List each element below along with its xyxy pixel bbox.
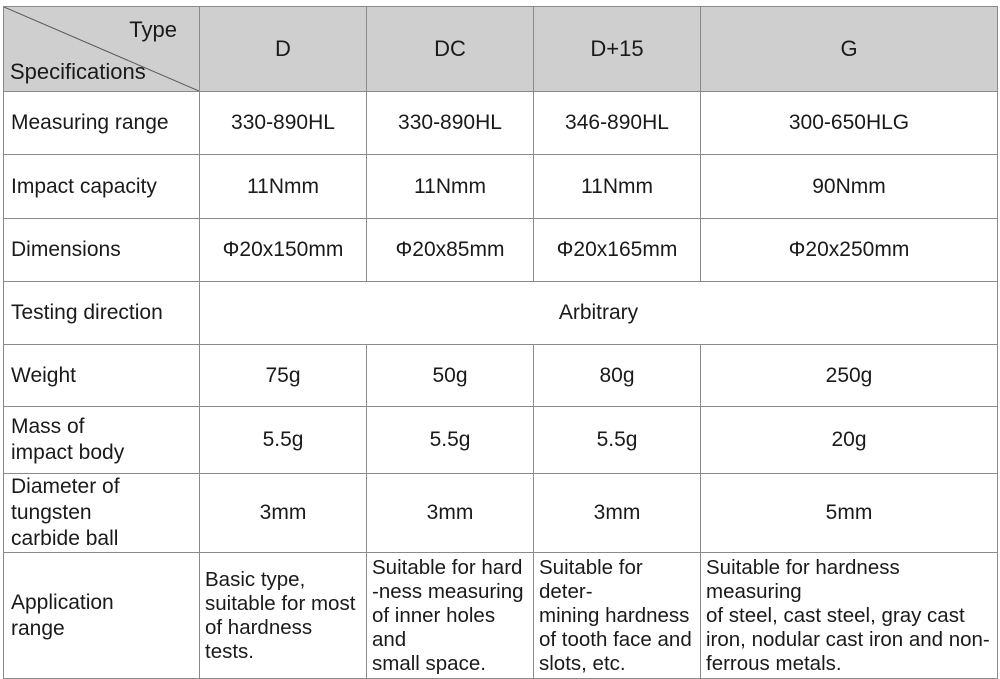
row-label-line: Application — [11, 590, 114, 614]
table-cell: 11Nmm — [367, 155, 534, 219]
table-cell: 5.5g — [367, 407, 534, 474]
row-label-weight: Weight — [4, 345, 200, 407]
text-line: Suitable for deter- — [539, 555, 643, 603]
row-label-impact-capacity: Impact capacity — [4, 155, 200, 219]
application-cell-d15 — [534, 553, 701, 679]
specifications-label: Specifications — [10, 59, 146, 84]
table-cell: 250g — [701, 345, 998, 407]
table-cell: 80g — [534, 345, 701, 407]
table-cell: 75g — [200, 345, 367, 407]
table-row — [4, 282, 998, 345]
row-label-application-range — [4, 553, 200, 679]
table-row — [4, 155, 998, 219]
table-cell: 5.5g — [534, 407, 701, 474]
row-label-mass-of-impact-body — [4, 407, 200, 474]
row-label-measuring-range: Measuring range — [4, 92, 200, 155]
table-cell: Φ20x150mm — [200, 219, 367, 282]
table-cell: 346-890HL — [534, 92, 701, 155]
table-cell: Φ20x165mm — [534, 219, 701, 282]
text-line: of inner holes and — [372, 603, 496, 651]
table-cell: 3mm — [200, 474, 367, 553]
table-row — [4, 407, 998, 474]
header-row — [4, 7, 998, 92]
application-cell-d — [200, 553, 367, 679]
table-cell: 11Nmm — [200, 155, 367, 219]
text-line: small space. — [372, 651, 486, 675]
text-line: slots, etc. — [539, 651, 626, 675]
text-line: -ness measuring — [372, 579, 524, 603]
text-line: Suitable for hard — [372, 555, 523, 579]
table-row — [4, 92, 998, 155]
row-label-dimensions: Dimensions — [4, 219, 200, 282]
text-line: ferrous metals. — [706, 651, 842, 675]
text-line: mining hardness — [539, 603, 690, 627]
table-cell-merged: Arbitrary — [200, 282, 998, 345]
column-header-g: G — [701, 7, 998, 92]
table-cell: 5mm — [701, 474, 998, 553]
text-line: Basic type, — [205, 567, 306, 591]
column-header-dc: DC — [367, 7, 534, 92]
table-row — [4, 345, 998, 407]
corner-header-cell — [4, 7, 200, 92]
table-cell: 90Nmm — [701, 155, 998, 219]
column-header-d15: D+15 — [534, 7, 701, 92]
table-cell: 330-890HL — [367, 92, 534, 155]
type-label: Type — [129, 17, 177, 42]
row-label-line: Mass of — [11, 415, 85, 438]
application-cell-g — [701, 553, 998, 679]
column-header-d: D — [200, 7, 367, 92]
text-line: Suitable for hardness measuring — [706, 555, 900, 603]
text-line: iron, nodular cast iron and non- — [706, 627, 990, 651]
specifications-table — [3, 6, 998, 679]
table-row — [4, 474, 998, 553]
table-cell: 11Nmm — [534, 155, 701, 219]
row-label-testing-direction: Testing direction — [4, 282, 200, 345]
row-label-line: Diameter of tungsten — [11, 475, 120, 524]
table-row — [4, 219, 998, 282]
row-label-line: carbide ball — [11, 527, 119, 550]
table-cell: Φ20x85mm — [367, 219, 534, 282]
table-cell: 330-890HL — [200, 92, 367, 155]
table-cell: 3mm — [367, 474, 534, 553]
table-cell: 20g — [701, 407, 998, 474]
table-row — [4, 553, 998, 679]
text-line: suitable for most — [205, 591, 356, 615]
application-cell-dc — [367, 553, 534, 679]
text-line: of hardness tests. — [205, 615, 313, 663]
table-cell: 3mm — [534, 474, 701, 553]
text-line: of tooth face and — [539, 627, 692, 651]
row-label-line: range — [11, 616, 65, 640]
row-label-line: impact body — [11, 441, 125, 464]
text-line: of steel, cast steel, gray cast — [706, 603, 965, 627]
table-cell: 5.5g — [200, 407, 367, 474]
table-cell: Φ20x250mm — [701, 219, 998, 282]
table-cell: 50g — [367, 345, 534, 407]
row-label-ball-diameter — [4, 474, 200, 553]
table-cell: 300-650HLG — [701, 92, 998, 155]
